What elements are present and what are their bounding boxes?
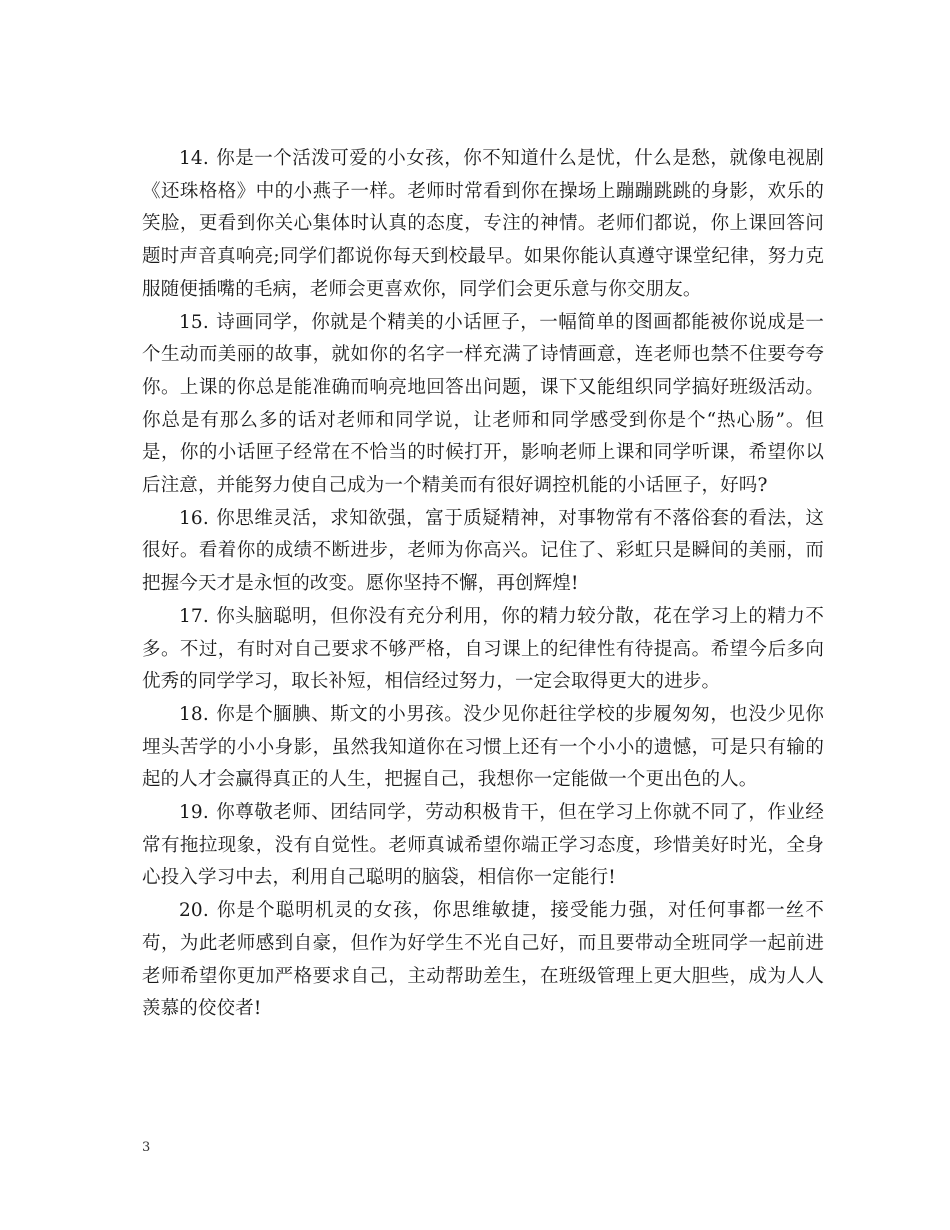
paragraph-text: 你是个聪明机灵的女孩，你思维敏捷，接受能力强，对任何事都一丝不苟，为此老师感到自豪，但作为好学生不光自己好，而且要带动全班同学一起前进老师希望你更加严格要求自己，主动帮助差生，在班级管理上更大胆些，成为人人羡慕的佼佼者! (142, 900, 824, 1020)
paragraph-text: 你尊敬老师、团结同学，劳动积极肯干，但在学习上你就不同了，作业经常有拖拉现象，没有自觉性。老师真诚希望你端正学习态度，珍惜美好时光，全身心投入学习中去，利用自己聪明的脑袋，相信你一定能行! (142, 802, 824, 889)
paragraph-text: 你思维灵活，求知欲强，富于质疑精神，对事物常有不落俗套的看法，这很好。看着你的成绩不断进步，老师为你高兴。记住了、彩虹只是瞬间的美丽，而把握今天才是永恒的改变。愿你坚持不懈，再创辉煌! (142, 507, 824, 595)
paragraph-number: 19. (179, 802, 209, 824)
paragraph-number: 14. (179, 148, 209, 169)
paragraph-17 (142, 601, 824, 699)
paragraph-text: 你头脑聪明，但你没有充分利用，你的精力较分散，花在学习上的精力不多。不过，有时对自己要求不够严格，自习课上的纪律性有待提高。希望今后多向优秀的同学学习，取长补短，相信经过努力，一定会取得更大的进步。 (142, 605, 824, 693)
paragraph-text: 诗画同学，你就是个精美的小话匣子，一幅简单的图画都能被你说成是一个生动而美丽的故事，就如你的名字一样充满了诗情画意，连老师也禁不住要夸夸你。上课的你总是能准确而响亮地回答出问题，课下又能组织同学搞好班级活动。你总是有那么多的话对老师和同学说，让老师和同学感受到你是个“热心肠”。但是，你的小话匣子经常在不恰当的时候打开，影响老师上课和同学听课，希望你以后注意，并能努力使自己成为一个精美而有很好调控机能的小话匣子，好吗? (142, 311, 824, 497)
paragraph-15 (142, 307, 824, 503)
paragraph-16 (142, 503, 824, 601)
paragraph-number: 15. (179, 311, 209, 333)
document-body (142, 143, 824, 1026)
paragraph-number: 16. (179, 507, 209, 529)
paragraph-number: 20. (179, 900, 209, 922)
paragraph-text: 你是一个活泼可爱的小女孩，你不知道什么是忧，什么是愁，就像电视剧《还珠格格》中的小燕子一样。老师时常看到你在操场上蹦蹦跳跳的身影，欢乐的笑脸，更看到你关心集体时认真的态度，专注的神情。老师们都说，你上课回答问题时声音真响亮;同学们都说你每天到校最早。如果你能认真遵守课堂纪律，努力克服随便插嘴的毛病，老师会更喜欢你，同学们会更乐意与你交朋友。 (142, 148, 824, 300)
paragraph-number: 18. (179, 703, 209, 725)
paragraph-number: 17. (179, 605, 209, 627)
paragraph-14 (142, 143, 824, 307)
paragraph-20 (142, 895, 824, 1026)
page-number: 3 (142, 1140, 151, 1155)
paragraph-18 (142, 699, 824, 797)
paragraph-text: 你是个腼腆、斯文的小男孩。没少见你赶往学校的步履匆匆，也没少见你埋头苦学的小小身影，虽然我知道你在习惯上还有一个小小的遗憾，可是只有输的起的人才会赢得真正的人生，把握自己，我想你一定能做一个更出色的人。 (142, 703, 824, 791)
paragraph-19 (142, 797, 824, 895)
